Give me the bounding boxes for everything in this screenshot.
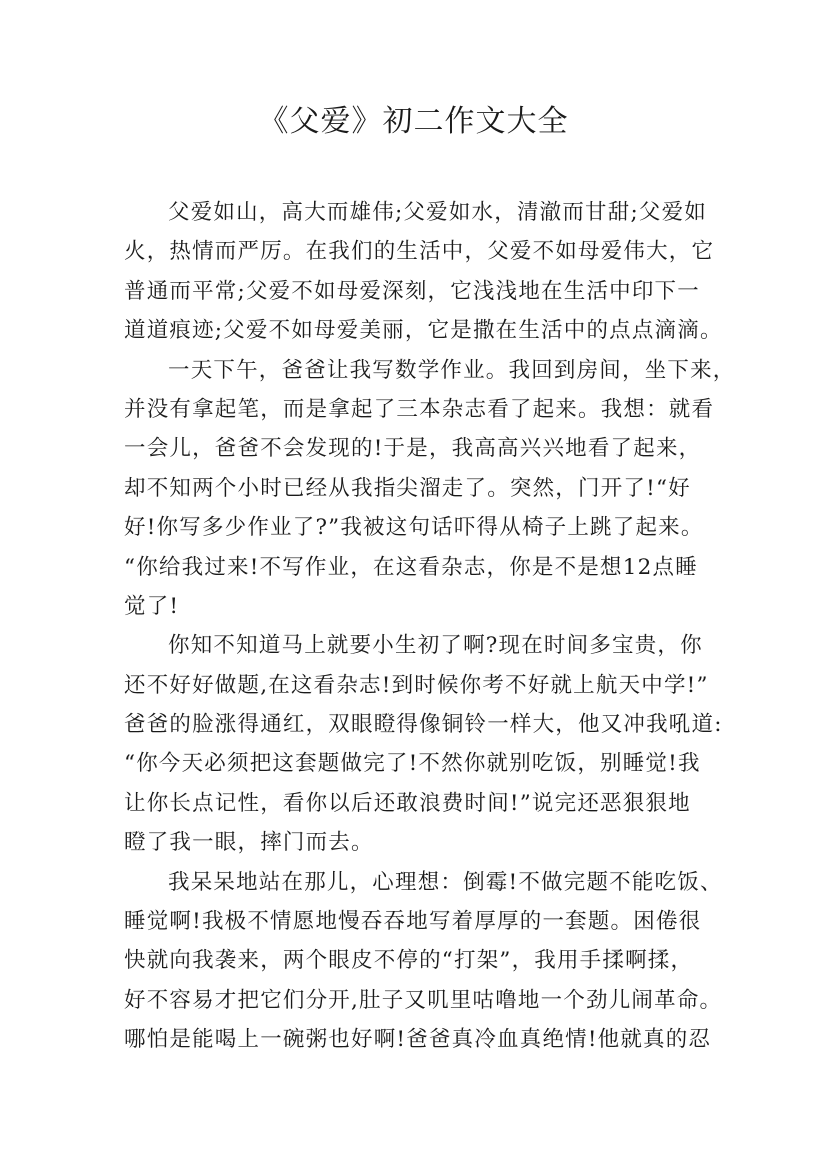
- text-line: 瞪了我一眼，摔门而去。: [124, 830, 374, 856]
- text-line: 快就向我袭来，两个眼皮不停的“打架”，我用手揉啊揉，: [124, 948, 694, 974]
- text-line: 爸爸的脸涨得通红，双眼瞪得像铜铃一样大，他又冲我吼道:: [124, 712, 723, 738]
- text-line: 一会儿，爸爸不会发现的!于是，我高高兴兴地看了起来，: [124, 436, 702, 462]
- text-line: 还不好好做题,在这看杂志!到时候你考不好就上航天中学!”: [124, 672, 709, 698]
- text-line: 好不容易才把它们分开,肚子又叽里咕噜地一个劲儿闹革命。: [124, 987, 723, 1013]
- text-line: 普通而平常;父爱不如母爱深刻，它浅浅地在生活中印下一: [124, 278, 700, 304]
- text-line: 哪怕是能喝上一碗粥也好啊!爸爸真冷血真绝情!他就真的忍: [124, 1027, 712, 1053]
- text-line: 火，热情而严厉。在我们的生活中，父爱不如母爱伟大，它: [124, 239, 715, 265]
- text-line: “你给我过来!不写作业，在这看杂志，你是不是想12点睡: [124, 554, 698, 580]
- text-line: “你今天必须把这套题做完了!不然你就别吃饭，别睡觉!我: [124, 751, 701, 777]
- text-line: 你知不知道马上就要小生初了啊?现在时间多宝贵，你: [168, 633, 703, 659]
- text-line: 父爱如山，高大而雄伟;父爱如水，清澈而甘甜;父爱如: [168, 200, 707, 225]
- text-line: 睡觉啊!我极不情愿地慢吞吞地写着厚厚的一套题。困倦很: [124, 909, 702, 935]
- text-line: 却不知两个小时已经从我指尖溜走了。突然，门开了!“好: [124, 475, 691, 501]
- text-line: 道道痕迹;父爱不如母爱美丽，它是撒在生活中的点点滴滴。: [124, 318, 723, 344]
- text-line: 觉了!: [124, 593, 180, 619]
- text-line: 好!你写多少作业了?”我被这句话吓得从椅子上跳了起来。: [124, 515, 704, 541]
- text-line: 让你长点记性，看你以后还敢浪费时间!”说完还恶狠狠地: [124, 790, 691, 816]
- text-line: 并没有拿起笔，而是拿起了三本杂志看了起来。我想：就看: [124, 396, 715, 422]
- text-line: 我呆呆地站在那儿，心理想：倒霉!不做完题不能吃饭、: [168, 869, 723, 895]
- document-title: 《父爱》初二作文大全: [258, 104, 569, 139]
- text-line: 一天下午，爸爸让我写数学作业。我回到房间，坐下来，: [168, 357, 736, 383]
- document-body: [124, 193, 736, 1060]
